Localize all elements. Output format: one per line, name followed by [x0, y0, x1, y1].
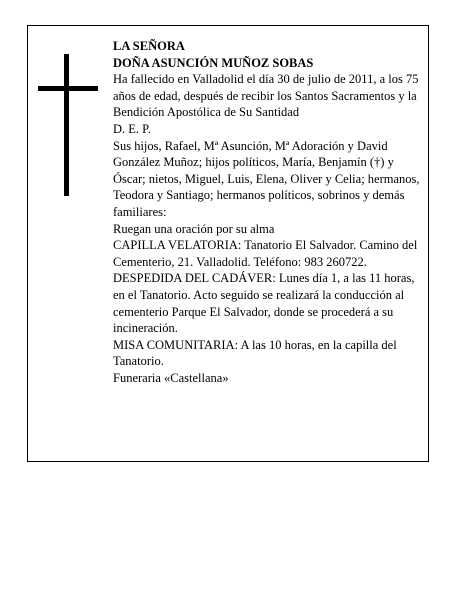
farewell-info: DESPEDIDA DEL CADÁVER: Lunes día 1, a las 11 horas, en el Tanatorio. Acto seguido se realizará la conducción al cementerio Parque El Salvador, donde se procederá a su incineración.: [113, 271, 415, 336]
deceased-name: DOÑA ASUNCIÓN MUÑOZ SOBAS: [113, 55, 314, 70]
cross-icon: [38, 54, 98, 196]
cross-vertical-bar: [64, 54, 69, 196]
funeral-home: Funeraria «Castellana»: [113, 370, 229, 385]
obituary-text: [113, 38, 423, 386]
prayer-request: Ruegan una oración por su alma: [113, 221, 275, 236]
chapel-info: CAPILLA VELATORIA: Tanatorio El Salvador. Camino del Cementerio, 21. Valladolid. Teléfono: 983 260722.: [113, 238, 418, 269]
heading-title: LA SEÑORA: [113, 39, 185, 53]
death-announcement: Ha fallecido en Valladolid el día 30 de julio de 2011, a los 75 años de edad, después de recibir los Santos Sacramentos y la Bendición Apostólica de Su Santidad: [113, 72, 419, 120]
mass-info: MISA COMUNITARIA: A las 10 horas, en la capilla del Tanatorio.: [113, 337, 397, 369]
cross-horizontal-bar: [38, 86, 98, 91]
family-list: Sus hijos, Rafael, Mª Asunción, Mª Adoración y David González Muñoz; hijos políticos, María, Benjamín (†) y Óscar; nietos, Miguel, Luis, Elena, Oliver y Celia; hermanos, Teodora y Santiago; hermanos políticos, sobrinos y demás familiares:: [113, 138, 420, 219]
rip-line: D. E. P.: [113, 121, 151, 136]
